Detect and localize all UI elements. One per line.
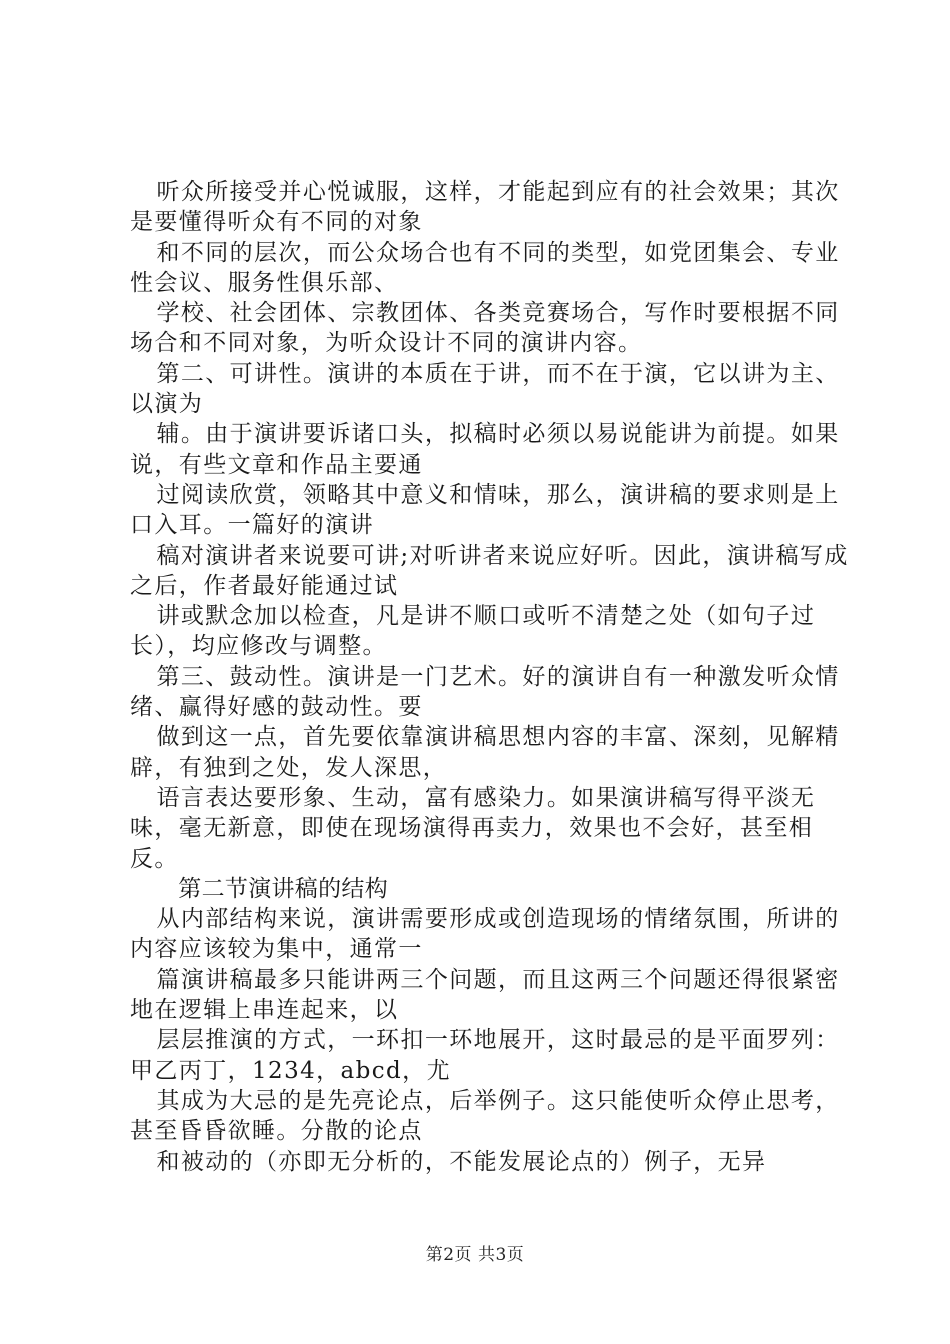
paragraph: 稿对演讲者来说要可讲;对听讲者来说应好听。因此，演讲稿写成之后，作者最好能通过试 — [130, 542, 849, 599]
paragraph: 听众所接受并心悦诚服，这样，才能起到应有的社会效果；其次是要懂得听众有不同的对象 — [130, 179, 840, 236]
paragraph: 从内部结构来说，演讲需要形成或创造现场的情绪氛围，所讲的内容应该较为集中，通常一 — [130, 906, 840, 963]
paragraph: 做到这一点，首先要依靠演讲稿思想内容的丰富、深刻，见解精辟，有独到之处，发人深思， — [130, 724, 840, 781]
section-heading: 第二节演讲稿的结构 — [178, 875, 388, 902]
paragraph: 其成为大忌的是先亮论点，后举例子。这只能使听众停止思考，甚至昏昏欲睡。分散的论点 — [130, 1087, 840, 1145]
paragraph: 讲或默念加以检查，凡是讲不顺口或听不清楚之处（如句子过长），均应修改与调整。 — [130, 603, 816, 660]
paragraph: 层层推演的方式，一环扣一环地展开，这时最忌的是平面罗列：甲乙丙丁，1234，abcd，尤 — [130, 1027, 840, 1084]
paragraph: 篇演讲稿最多只能讲两三个问题，而且这两三个问题还得很紧密地在逻辑上串连起来，以 — [130, 966, 840, 1024]
page-number: 第2页 共3页 — [425, 1245, 525, 1265]
paragraph: 过阅读欣赏，领略其中意义和情味，那么，演讲稿的要求则是上口入耳。一篇好的演讲 — [130, 481, 840, 539]
paragraph: 辅。由于演讲要诉诸口头，拟稿时必须以易说能讲为前提。如果说，有些文章和作品主要通 — [130, 421, 840, 478]
page-footer — [0, 1245, 950, 1265]
paragraph: 和被动的（亦即无分析的，不能发展论点的）例子，无异 — [156, 1148, 767, 1175]
paragraph: 第二、可讲性。演讲的本质在于讲，而不在于演，它以讲为主、以演为 — [130, 360, 840, 418]
paragraph: 学校、社会团体、宗教团体、各类竞赛场合，写作时要根据不同场合和不同对象，为听众设计不同的演讲内容。 — [130, 300, 840, 357]
paragraph: 语言表达要形象、生动，富有感染力。如果演讲稿写得平淡无味，毫无新意，即使在现场演得再卖力，效果也不会好，甚至相反。 — [130, 784, 816, 872]
document-body — [130, 177, 860, 1177]
paragraph: 第三、鼓动性。演讲是一门艺术。好的演讲自有一种激发听众情绪、赢得好感的鼓动性。要 — [130, 663, 840, 721]
paragraph: 和不同的层次，而公众场合也有不同的类型，如党团集会、专业性会议、服务性俱乐部、 — [130, 239, 840, 296]
